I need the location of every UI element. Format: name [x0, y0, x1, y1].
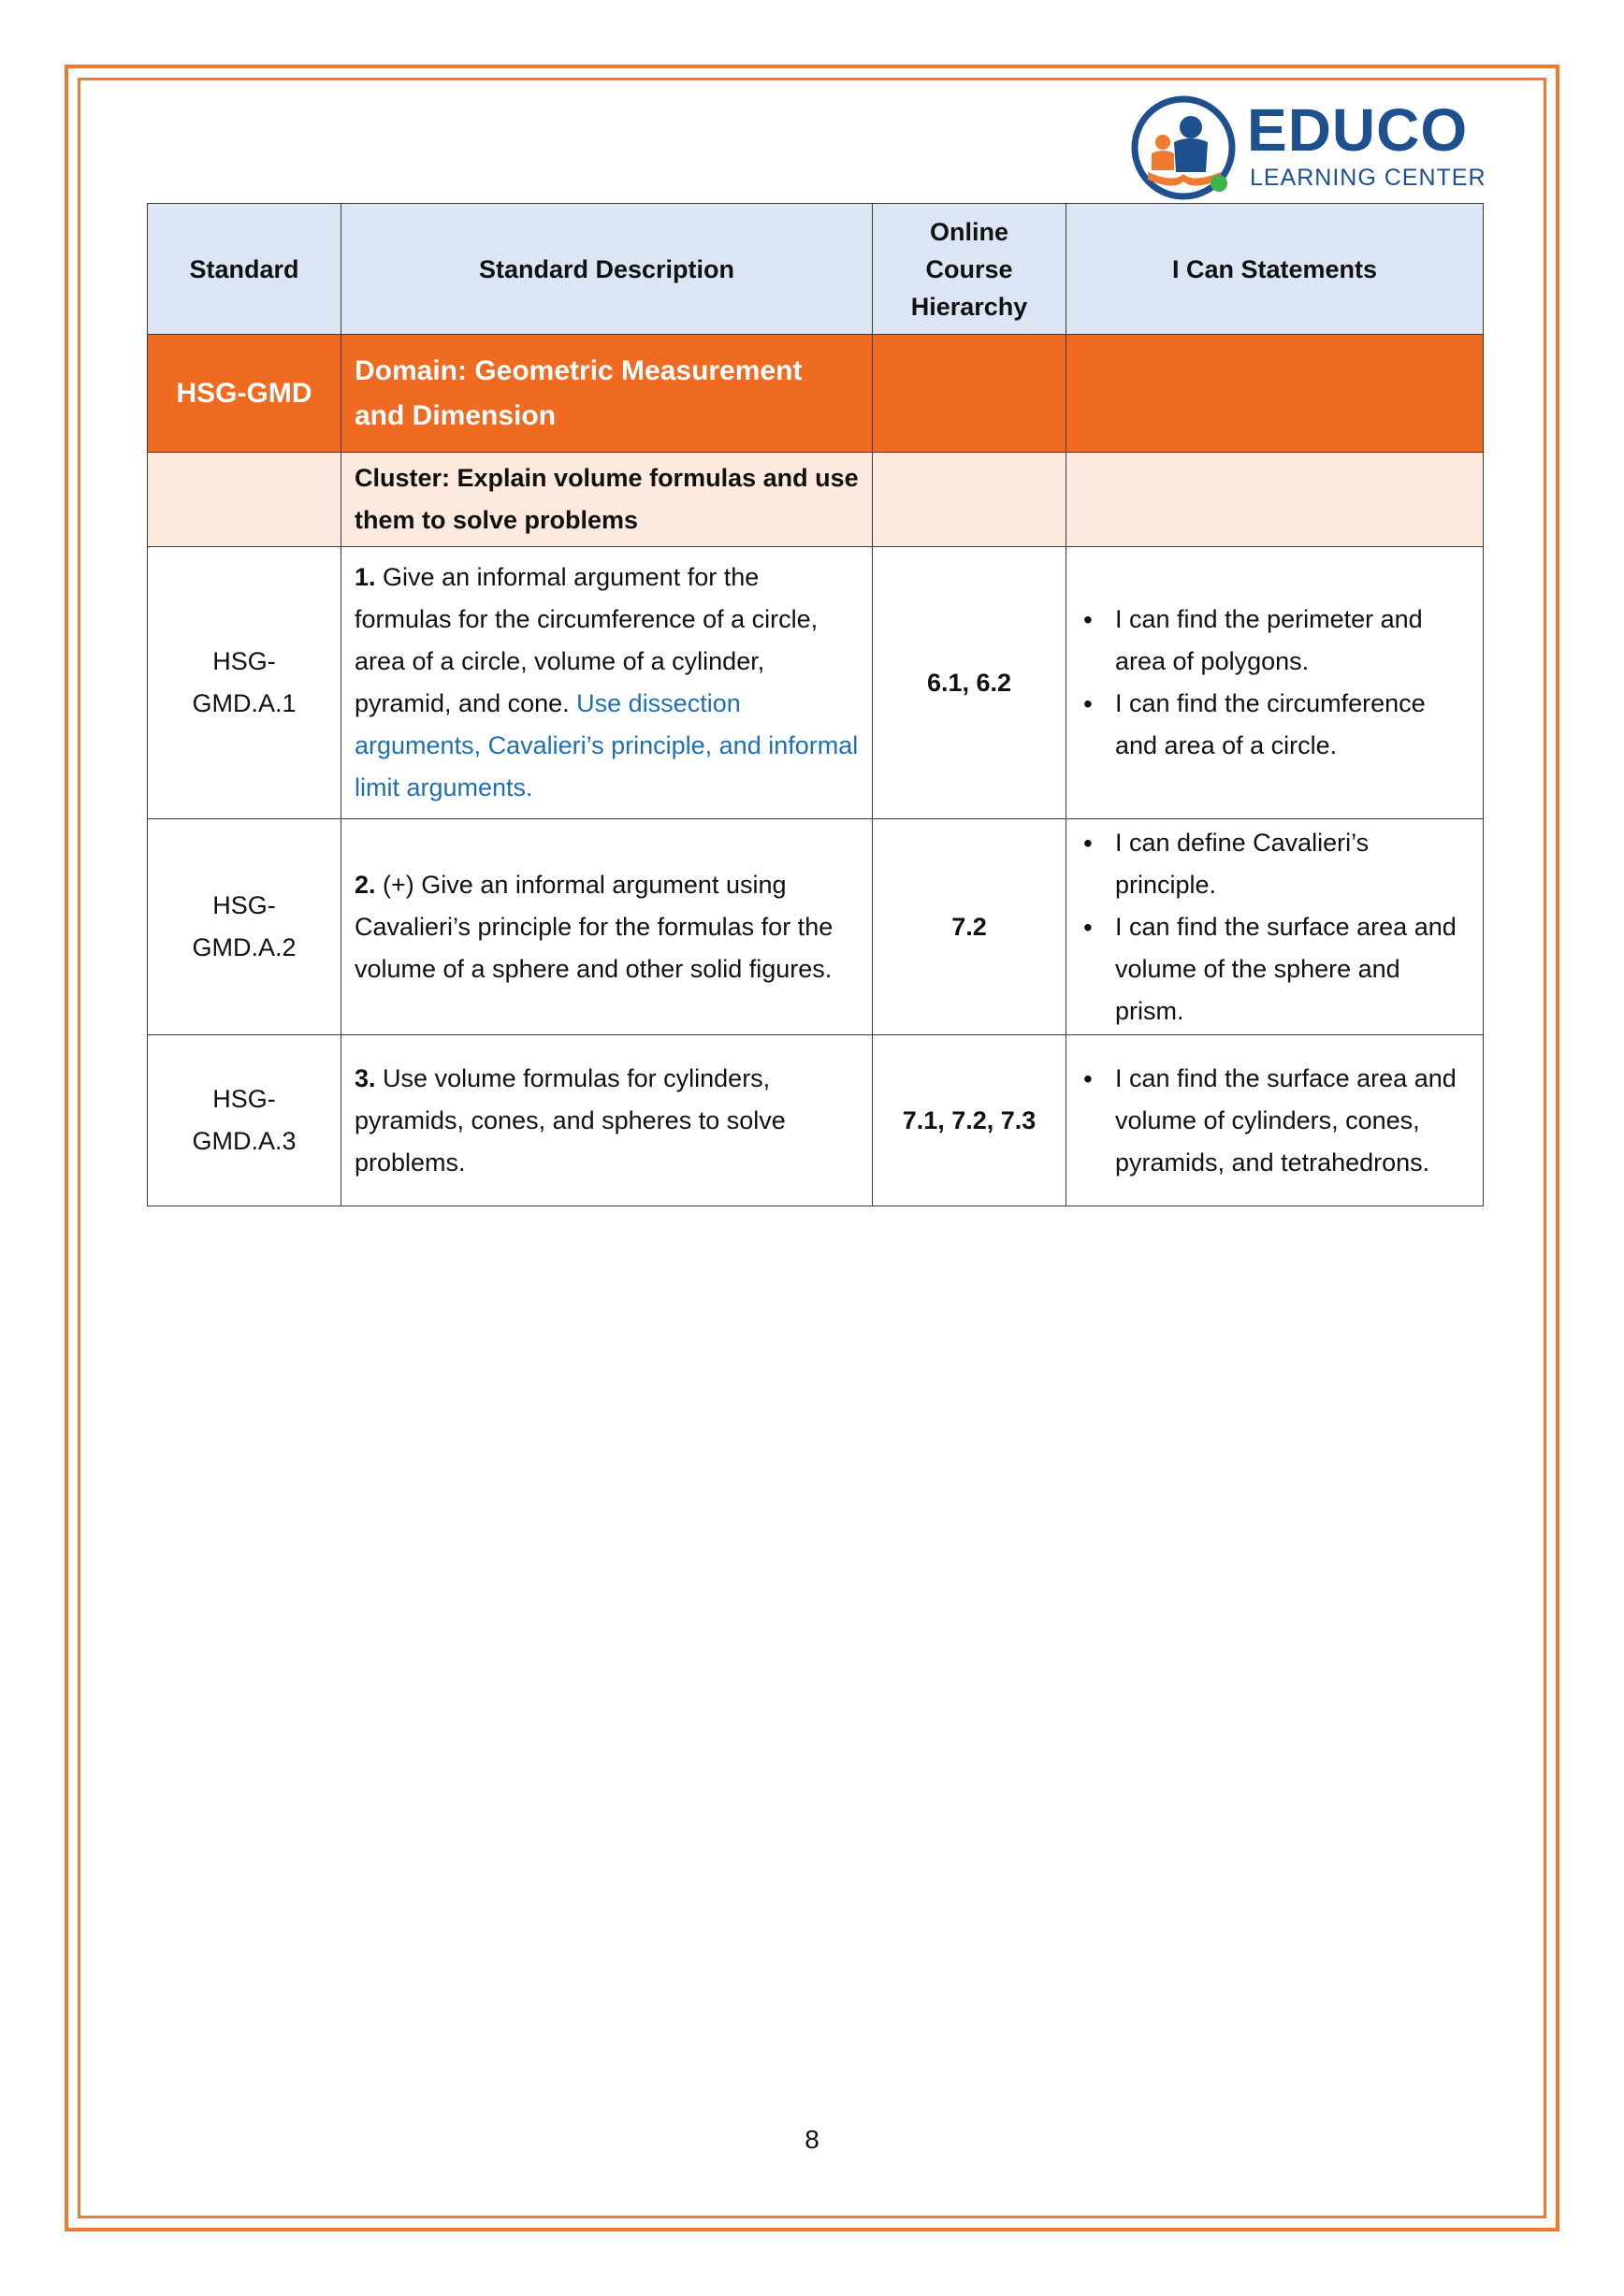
description-text: Give an informal argument for the formulas for the circumference of a circle, area of a circle, volume of a cylinder, pyramid, and cone. [355, 563, 819, 717]
ican-cell [1066, 819, 1484, 1035]
domain-empty-cell [1066, 335, 1484, 453]
ican-list [1066, 1058, 1468, 1184]
cluster-label: Cluster: Explain volume formulas and use them to solve problems [341, 453, 873, 547]
ican-list [1066, 599, 1468, 767]
header-ican: I Can Statements [1066, 204, 1484, 335]
ican-list [1066, 822, 1468, 1032]
course-hierarchy: 6.1, 6.2 [873, 547, 1066, 819]
ican-cell [1066, 1035, 1484, 1206]
table-row [148, 547, 1484, 819]
description-text: (+) Give an informal argument using Cavalieri’s principle for the formulas for the volume of a sphere and other solid figures. [355, 870, 834, 983]
header-description: Standard Description [341, 204, 873, 335]
educo-logo-icon [1127, 94, 1243, 204]
cluster-row [148, 453, 1484, 547]
standard-code: HSG-GMD.A.1 [148, 547, 341, 819]
domain-row [148, 335, 1484, 453]
ican-item: • I can find the surface area and volume of cylinders, cones, pyramids, and tetrahedrons. [1115, 1058, 1468, 1184]
domain-code: HSG-GMD [148, 335, 341, 453]
item-number: 1. [355, 563, 376, 591]
cluster-empty-cell [1066, 453, 1484, 547]
header-hierarchy: Online Course Hierarchy [873, 204, 1066, 335]
header-standard: Standard [148, 204, 341, 335]
course-hierarchy: 7.1, 7.2, 7.3 [873, 1035, 1066, 1206]
standard-code: HSG-GMD.A.2 [148, 819, 341, 1035]
cluster-empty-cell [148, 453, 341, 547]
standard-description [341, 1035, 873, 1206]
page-number: 8 [805, 2125, 819, 2154]
item-number: 2. [355, 870, 376, 899]
standard-code: HSG-GMD.A.3 [148, 1035, 341, 1206]
ican-item: • I can define Cavalieri’s principle. [1115, 822, 1468, 906]
ican-cell [1066, 547, 1484, 819]
description-extra: Use dissection arguments, Cavalieri’s principle, and informal limit arguments. [355, 689, 859, 801]
standard-description [341, 547, 873, 819]
logo-subtitle: LEARNING CENTER [1250, 165, 1486, 191]
course-hierarchy: 7.2 [873, 819, 1066, 1035]
ican-item: • I can find the perimeter and area of polygons. [1115, 599, 1468, 683]
table-header-row [148, 204, 1484, 335]
domain-empty-cell [873, 335, 1066, 453]
item-number: 3. [355, 1063, 376, 1092]
ican-item: • I can find the circumference and area of a circle. [1115, 683, 1468, 767]
ican-item: • I can find the surface area and volume of the sphere and prism. [1115, 906, 1468, 1032]
educo-logo [1127, 94, 1497, 204]
domain-label: Domain: Geometric Measurement and Dimension [341, 335, 873, 453]
cluster-empty-cell [873, 453, 1066, 547]
table-row [148, 819, 1484, 1035]
logo-title: EDUCO [1247, 96, 1469, 164]
standards-table [147, 203, 1484, 1206]
description-text: Use volume formulas for cylinders, pyramids, cones, and spheres to solve problems. [355, 1063, 786, 1177]
table-row [148, 1035, 1484, 1206]
standard-description [341, 819, 873, 1035]
